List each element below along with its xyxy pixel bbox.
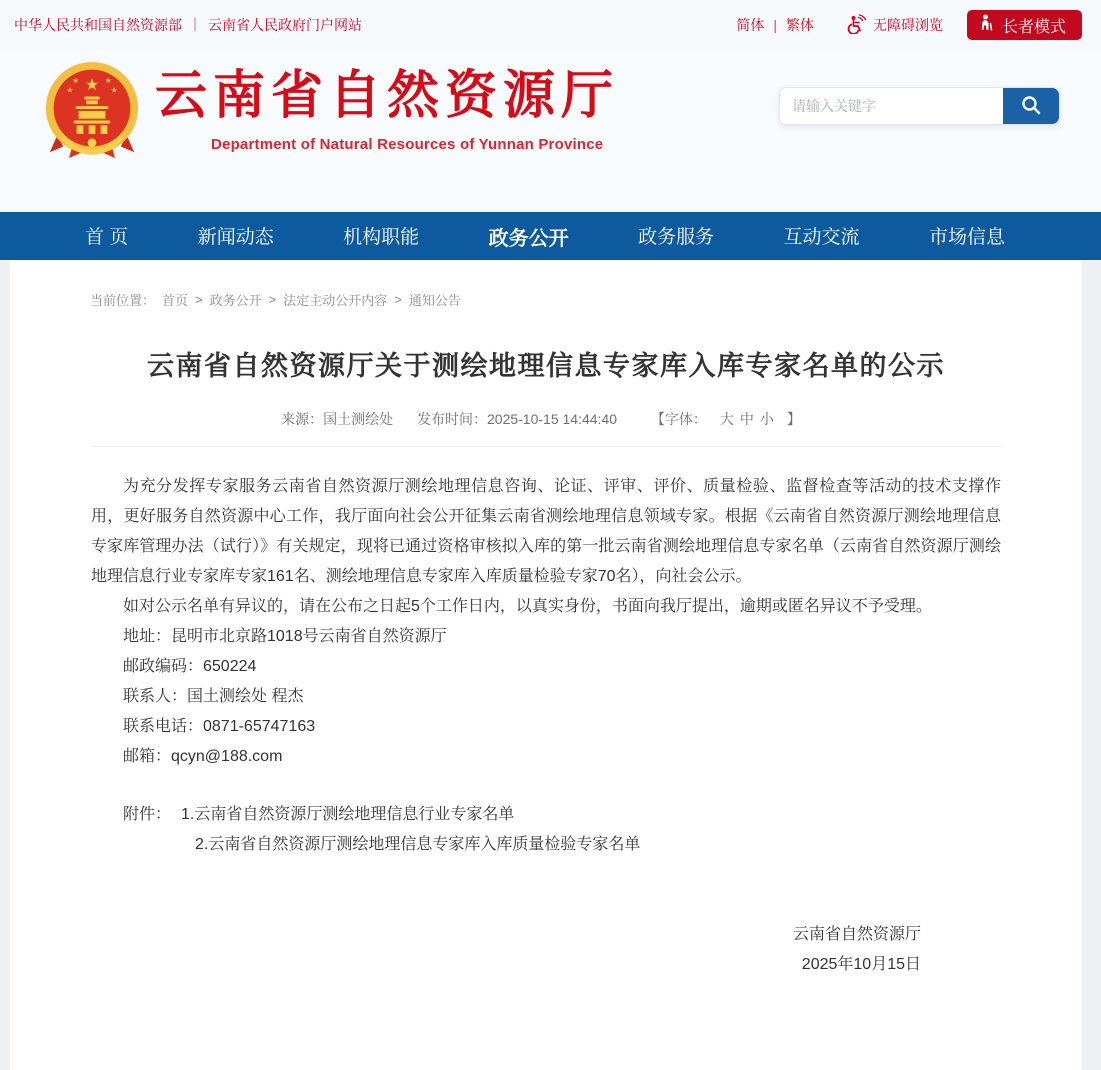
elder-mode-button[interactable] — [967, 10, 1082, 40]
signature-block — [91, 920, 1001, 980]
breadcrumb-separator: > — [268, 292, 277, 307]
breadcrumb-notices[interactable]: 通知公告 — [408, 293, 461, 308]
site-search — [779, 87, 1060, 125]
paragraph: 如对公示名单有异议的，请在公布之日起5个工作日内，以真实身份，书面向我厅提出，逾期或匿名异议不予受理。 — [123, 598, 932, 615]
breadcrumb-separator: > — [394, 292, 402, 307]
title-divider — [91, 446, 1001, 447]
breadcrumb — [90, 290, 1082, 309]
meta-source: 来源：国土测绘处 — [281, 411, 394, 427]
language-separator: | — [773, 17, 777, 33]
font-size-large[interactable]: 大 — [719, 411, 734, 427]
attachment-link-2[interactable]: 2.云南省自然资源厅测绘地理信息专家库入库质量检验专家名单 — [195, 836, 641, 853]
article-body — [91, 472, 1001, 772]
nav-interaction[interactable]: 互动交流 — [783, 226, 860, 248]
breadcrumb-label: 当前位置： — [90, 293, 156, 308]
svg-text:★: ★ — [104, 76, 112, 86]
search-icon — [1019, 93, 1043, 120]
breadcrumb-disclosure[interactable]: 政务公开 — [209, 293, 262, 308]
svg-text:★: ★ — [72, 76, 80, 86]
top-utility-bar — [0, 0, 1101, 50]
elder-person-icon — [979, 14, 995, 36]
paragraph-postal-code: 邮政编码：650224 — [123, 658, 257, 675]
accessibility-browse-link[interactable] — [846, 14, 943, 37]
language-switch — [736, 15, 814, 35]
link-separator: ｜ — [188, 17, 202, 33]
partner-site-links — [14, 15, 362, 35]
site-title-block — [155, 64, 619, 153]
national-emblem-logo — [44, 60, 140, 160]
attachments-section — [91, 800, 1001, 860]
site-name: 云南省自然资源厅 — [155, 67, 620, 125]
search-button[interactable] — [1003, 88, 1059, 124]
paragraph-contact-person: 联系人：国土测绘处 程杰 — [123, 688, 304, 705]
traditional-chinese-link[interactable]: 繁体 — [785, 17, 814, 33]
paragraph: 为充分发挥专家服务云南省自然资源厅测绘地理信息咨询、论证、评审、评价、质量检验、监督检查等活动的技术支撑作用，更好服务自然资源中心工作，我厅面向社会公开征集云南省测绘地理信息领域专家。根据《云南省自然资源厅测绘地理信息专家库管理办法（试行）》有关规定，现将已通过资格审核拟入库的第一批云南省测绘地理信息专家名单（云南省自然资源厅测绘地理信息行业专家库专家161名、测绘地理信息专家库入库质量检验专家70名），向社会公示。 — [91, 478, 1001, 585]
font-size-suffix: 】 — [786, 411, 801, 427]
paragraph-email: 邮箱：qcyn@188.com — [123, 748, 283, 765]
attachment-list — [181, 800, 640, 860]
article-meta — [91, 409, 1001, 429]
nav-news[interactable]: 新闻动态 — [197, 226, 274, 248]
paragraph-phone: 联系电话：0871-65747163 — [123, 718, 316, 735]
signature-org: 云南省自然资源厅 — [792, 926, 921, 943]
content-box — [10, 260, 1082, 1070]
svg-text:★: ★ — [84, 75, 100, 94]
meta-font-size-control — [641, 411, 811, 427]
search-input[interactable] — [780, 88, 1003, 124]
attachment-link-1[interactable]: 1.云南省自然资源厅测绘地理信息行业专家名单 — [181, 806, 515, 823]
font-size-small[interactable]: 小 — [759, 411, 774, 427]
nav-market-info[interactable]: 市场信息 — [928, 226, 1005, 248]
wheelchair-accessibility-icon — [846, 14, 868, 37]
paragraph-address: 地址：昆明市北京路1018号云南省自然资源厅 — [123, 628, 447, 645]
article-title: 云南省自然资源厅关于测绘地理信息专家库入库专家名单的公示 — [147, 351, 945, 381]
nav-government-services[interactable]: 政务服务 — [638, 226, 715, 248]
nav-functions[interactable]: 机构职能 — [343, 226, 420, 248]
signature-date: 2025年10月15日 — [801, 956, 921, 973]
nav-home[interactable]: 首 页 — [85, 226, 129, 248]
site-header — [0, 50, 1101, 212]
link-mnr[interactable]: 中华人民共和国自然资源部 — [14, 17, 182, 33]
accessibility-label: 无障碍浏览 — [872, 17, 943, 33]
nav-government-disclosure[interactable]: 政务公开 — [488, 227, 569, 250]
main-navigation — [0, 212, 1101, 260]
page-body — [0, 260, 1101, 1070]
breadcrumb-statutory-content[interactable]: 法定主动公开内容 — [283, 293, 388, 308]
link-yunnan-gov[interactable]: 云南省人民政府门户网站 — [208, 17, 362, 33]
font-size-prefix: 【字体： — [650, 411, 707, 427]
breadcrumb-home[interactable]: 首页 — [162, 293, 189, 308]
elder-mode-label: 长者模式 — [1001, 18, 1066, 36]
breadcrumb-separator: > — [195, 292, 203, 307]
font-size-medium[interactable]: 中 — [739, 411, 754, 427]
svg-text:★: ★ — [110, 85, 118, 95]
meta-publish-time: 发布时间：2025-10-15 14:44:40 — [417, 411, 617, 427]
attachments-label: 附件： — [123, 806, 172, 823]
simplified-chinese-link[interactable]: 简体 — [736, 17, 765, 33]
svg-text:★: ★ — [66, 85, 74, 95]
article — [91, 339, 1001, 980]
utility-links — [736, 10, 1082, 40]
site-name-english: Department of Natural Resources of Yunnan Province — [211, 136, 604, 153]
